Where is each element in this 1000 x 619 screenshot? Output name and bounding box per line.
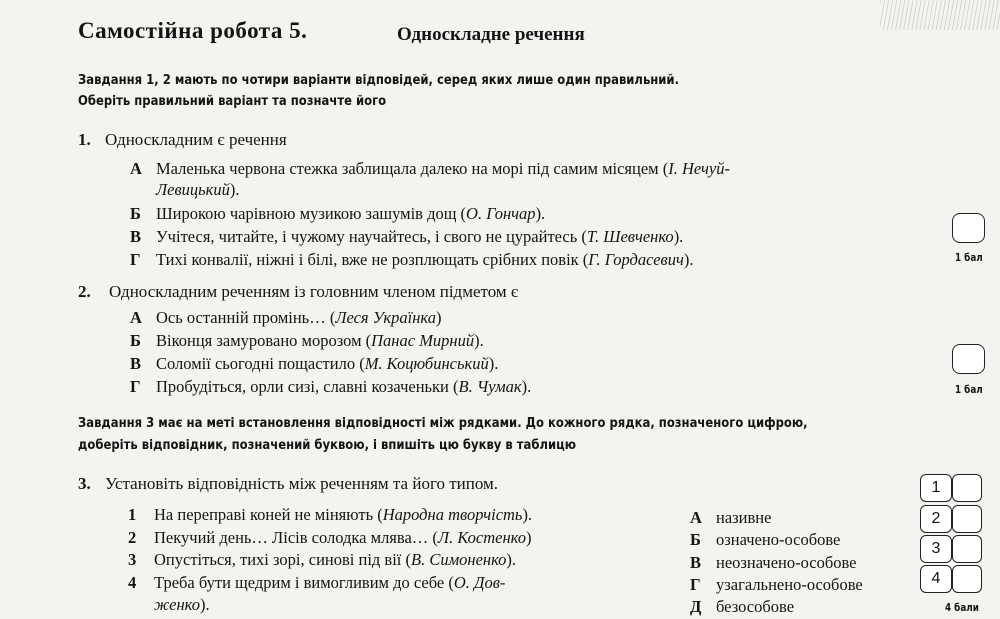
item-number: 2 — [128, 528, 137, 547]
instruction-line: Завдання 3 має на меті встановлення відповідності між рядками. До кожного рядка, позначеного цифрою, — [78, 415, 808, 431]
item-end: ). — [199, 595, 210, 614]
option-text: Тихі конвалії, ніжні і білі, вже не розплющать срібних повік ( — [156, 250, 589, 269]
item-author: О. Дов- — [453, 573, 506, 592]
option-a — [130, 159, 730, 179]
question-3 — [78, 474, 498, 494]
item-text: Опустіться, тихі зорі, синові під вії ( — [154, 550, 412, 569]
option-author: М. Коцюбинський — [364, 354, 489, 373]
question-text: Односкладним реченням із головним членом підметом є — [109, 282, 519, 301]
grid-answer-cell-1[interactable] — [952, 474, 982, 502]
option-letter: Г — [130, 377, 141, 396]
grid-answer-cell-4[interactable] — [952, 565, 982, 593]
option-end: ). — [683, 250, 694, 269]
question-text: Установіть відповідність між реченням та його типом. — [105, 474, 499, 493]
answer-box-2[interactable] — [952, 344, 985, 374]
answer-letter: В — [690, 553, 702, 572]
grid-number-3: 3 — [920, 535, 952, 563]
match-item-4 — [128, 573, 505, 593]
grid-number-1: 1 — [920, 474, 952, 502]
match-item-3 — [128, 550, 516, 570]
option-a — [130, 308, 441, 328]
option-author: І. Нечуй- — [668, 159, 730, 178]
answer-letter: Д — [690, 597, 702, 616]
option-end: ). — [474, 331, 484, 350]
answer-text: неозначено-особове — [716, 553, 857, 572]
option-author: Левицький — [156, 180, 230, 199]
option-letter: А — [130, 159, 142, 178]
item-number: 4 — [128, 573, 137, 592]
item-end: ). — [506, 550, 517, 569]
option-end: ) — [435, 308, 442, 327]
option-letter: В — [130, 227, 142, 246]
item-author: Народна творчість — [382, 505, 523, 524]
question-1 — [78, 130, 287, 150]
instruction-line: доберіть відповідник, позначений буквою, і впишіть цю букву в таблицю — [78, 437, 577, 453]
answer-text: називне — [716, 508, 772, 527]
answer-option-c — [690, 553, 857, 573]
score-label: 1 бал — [955, 383, 983, 396]
item-end: ) — [526, 528, 532, 547]
option-text: Учітеся, читайте, і чужому научайтесь, і свого не цурайтесь ( — [156, 227, 587, 246]
item-number: 3 — [128, 550, 137, 569]
option-end: ). — [229, 180, 240, 199]
grid-number-2: 2 — [920, 505, 952, 533]
option-author: Леся Українка — [335, 308, 436, 327]
answer-option-e — [690, 597, 794, 617]
option-end: ). — [521, 377, 532, 396]
option-text: Соломії сьогодні пощастило ( — [156, 354, 365, 373]
option-letter: Б — [130, 204, 141, 223]
option-author: О. Гончар — [466, 204, 536, 223]
option-b — [130, 331, 484, 351]
score-label: 4 бали — [945, 601, 979, 614]
page-title: Самостійна робота 5. — [78, 18, 308, 43]
option-d — [130, 377, 531, 397]
question-text: Односкладним є речення — [105, 130, 287, 149]
item-end: ). — [522, 505, 533, 524]
item-text: Пекучий день… Лісів солодка млява… ( — [154, 528, 438, 547]
score-label: 1 бал — [955, 251, 983, 264]
instruction-line: Оберіть правильний варіант та позначте його — [78, 93, 387, 109]
instruction-line: Завдання 1, 2 мають по чотири варіанти відповідей, серед яких лише один правильний. — [78, 72, 679, 88]
grid-answer-cell-2[interactable] — [952, 505, 982, 533]
option-c — [130, 227, 683, 247]
option-end: ). — [488, 354, 499, 373]
option-c — [130, 354, 498, 374]
answer-text: означено-особове — [716, 530, 841, 549]
option-text: Широкою чарівною музикою зашумів дощ ( — [156, 204, 467, 223]
answer-letter: А — [690, 508, 702, 527]
option-author: Г. Гордасевич — [588, 250, 684, 269]
answer-letter: Г — [690, 575, 701, 594]
option-letter: А — [130, 308, 142, 327]
grid-answer-cell-3[interactable] — [952, 535, 982, 563]
item-author: женко — [154, 595, 200, 614]
option-end: ). — [673, 227, 684, 246]
answer-text: узагальнено-особове — [716, 575, 863, 594]
item-author: Л. Костенко — [437, 528, 527, 547]
item-number: 1 — [128, 505, 137, 524]
option-letter: Г — [130, 250, 141, 269]
option-letter: Б — [130, 331, 141, 350]
question-number: 1. — [78, 130, 91, 149]
answer-option-b — [690, 530, 840, 550]
answer-option-d — [690, 575, 863, 595]
option-text: Пробудіться, орли сизі, славні козаченьки ( — [156, 377, 459, 396]
grid-number-4: 4 — [920, 565, 952, 593]
question-2 — [78, 282, 518, 302]
answer-letter: Б — [690, 530, 701, 549]
match-item-2 — [128, 528, 532, 548]
item-text: На переправі коней не міняють ( — [154, 505, 383, 524]
question-number: 3. — [78, 474, 91, 493]
match-item-1 — [128, 505, 532, 525]
page-subtitle: Односкладне речення — [397, 24, 585, 45]
option-author: В. Чумак — [458, 377, 522, 396]
option-d — [130, 250, 693, 270]
answer-text: безособове — [716, 597, 795, 616]
option-a-continued — [156, 180, 240, 200]
option-text: Ось останній промінь… ( — [156, 308, 336, 327]
option-author: Т. Шевченко — [586, 227, 674, 246]
option-author: Панас Мирний — [371, 331, 475, 350]
option-text: Віконця замуровано морозом ( — [156, 331, 372, 350]
answer-option-a — [690, 508, 771, 528]
match-item-4-continued — [154, 595, 210, 615]
option-b — [130, 204, 545, 224]
option-text: Маленька червона стежка заблищала далеко на морі під самим місяцем ( — [156, 159, 669, 178]
option-end: ). — [535, 204, 546, 223]
scan-noise — [880, 0, 1000, 30]
item-author: В. Симоненко — [411, 550, 507, 569]
option-letter: В — [130, 354, 142, 373]
item-text: Треба бути щедрим і вимогливим до себе ( — [154, 573, 454, 592]
answer-box-1[interactable] — [952, 213, 985, 243]
question-number: 2. — [78, 282, 91, 301]
